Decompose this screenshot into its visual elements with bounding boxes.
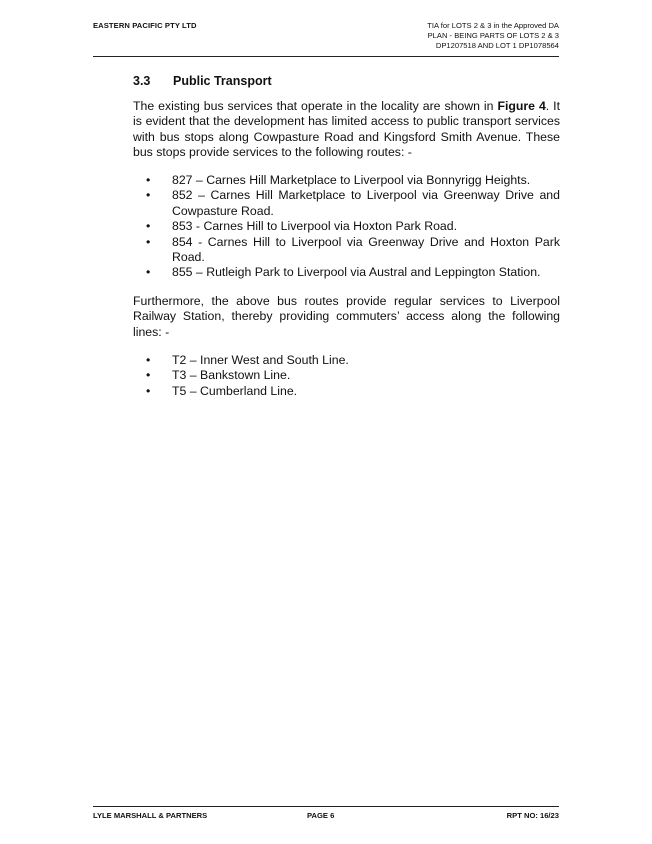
list-item-text: 855 – Rutleigh Park to Liverpool via Austral and Leppington Station. [172, 265, 541, 280]
list-item-text: T3 – Bankstown Line. [172, 368, 291, 383]
header-reference-line: PLAN - BEING PARTS OF LOTS 2 & 3 [427, 30, 559, 40]
list-item [133, 384, 560, 399]
list-item-text: T2 – Inner West and South Line. [172, 353, 349, 367]
list-item [133, 173, 560, 188]
train-line-list [133, 353, 560, 399]
header-reference-line: TIA for LOTS 2 & 3 in the Approved DA [427, 21, 559, 30]
bullet-icon: • [146, 234, 151, 249]
intro-paragraph [133, 99, 560, 161]
bullet-icon: • [146, 383, 151, 398]
rail-paragraph: Furthermore, the above bus routes provide regular services to Liverpool Railway Station, thereby providing commuters’ access along the following lines: - [133, 294, 560, 339]
bullet-icon: • [146, 173, 151, 187]
list-item-text: T5 – Cumberland Line. [172, 383, 298, 398]
section-number: 3.3 [133, 74, 151, 88]
list-item [133, 353, 560, 368]
figure-reference: Figure 4 [497, 99, 546, 113]
list-item [133, 265, 560, 280]
list-item-text: 853 - Carnes Hill to Liverpool via Hoxton Park Road. [172, 219, 458, 234]
page-number: PAGE 6 [307, 811, 335, 820]
footer-company: LYLE MARSHALL & PARTNERS [93, 811, 208, 820]
list-item [133, 188, 560, 219]
section-heading [133, 74, 272, 88]
list-item-text: 827 – Carnes Hill Marketplace to Liverpool via Bonnyrigg Heights. [172, 173, 531, 187]
header-reference-line: DP1207518 AND LOT 1 DP1078564 [435, 40, 559, 50]
bullet-icon: • [146, 353, 151, 367]
bullet-icon: • [146, 368, 151, 383]
bullet-icon: • [146, 265, 151, 280]
list-item [133, 219, 560, 234]
bullet-icon: • [146, 188, 151, 203]
list-item [133, 368, 560, 383]
paragraph-text: The existing bus services that operate in the locality are shown in [133, 99, 498, 113]
header-reference [299, 21, 559, 50]
list-item [133, 235, 560, 266]
header-divider [93, 56, 559, 57]
footer-divider [93, 806, 559, 807]
bus-route-list [133, 173, 560, 281]
list-item-text: 854 - Carnes Hill to Liverpool via Greenway Drive and Hoxton Park Road. [172, 234, 560, 265]
report-number: RPT NO: 16/23 [506, 811, 559, 820]
header-company: EASTERN PACIFIC PTY LTD [93, 21, 197, 30]
bullet-icon: • [146, 219, 151, 234]
paragraph-text: . It is evident that the development has limited access to public transport services with bus stops along Cowpasture Road and Kingsford Smith Avenue. These bus stops provide services to the following routes: - [133, 99, 560, 160]
list-item-text: 852 – Carnes Hill Marketplace to Liverpool via Greenway Drive and Cowpasture Road. [172, 188, 560, 218]
section-title: Public Transport [173, 74, 272, 88]
